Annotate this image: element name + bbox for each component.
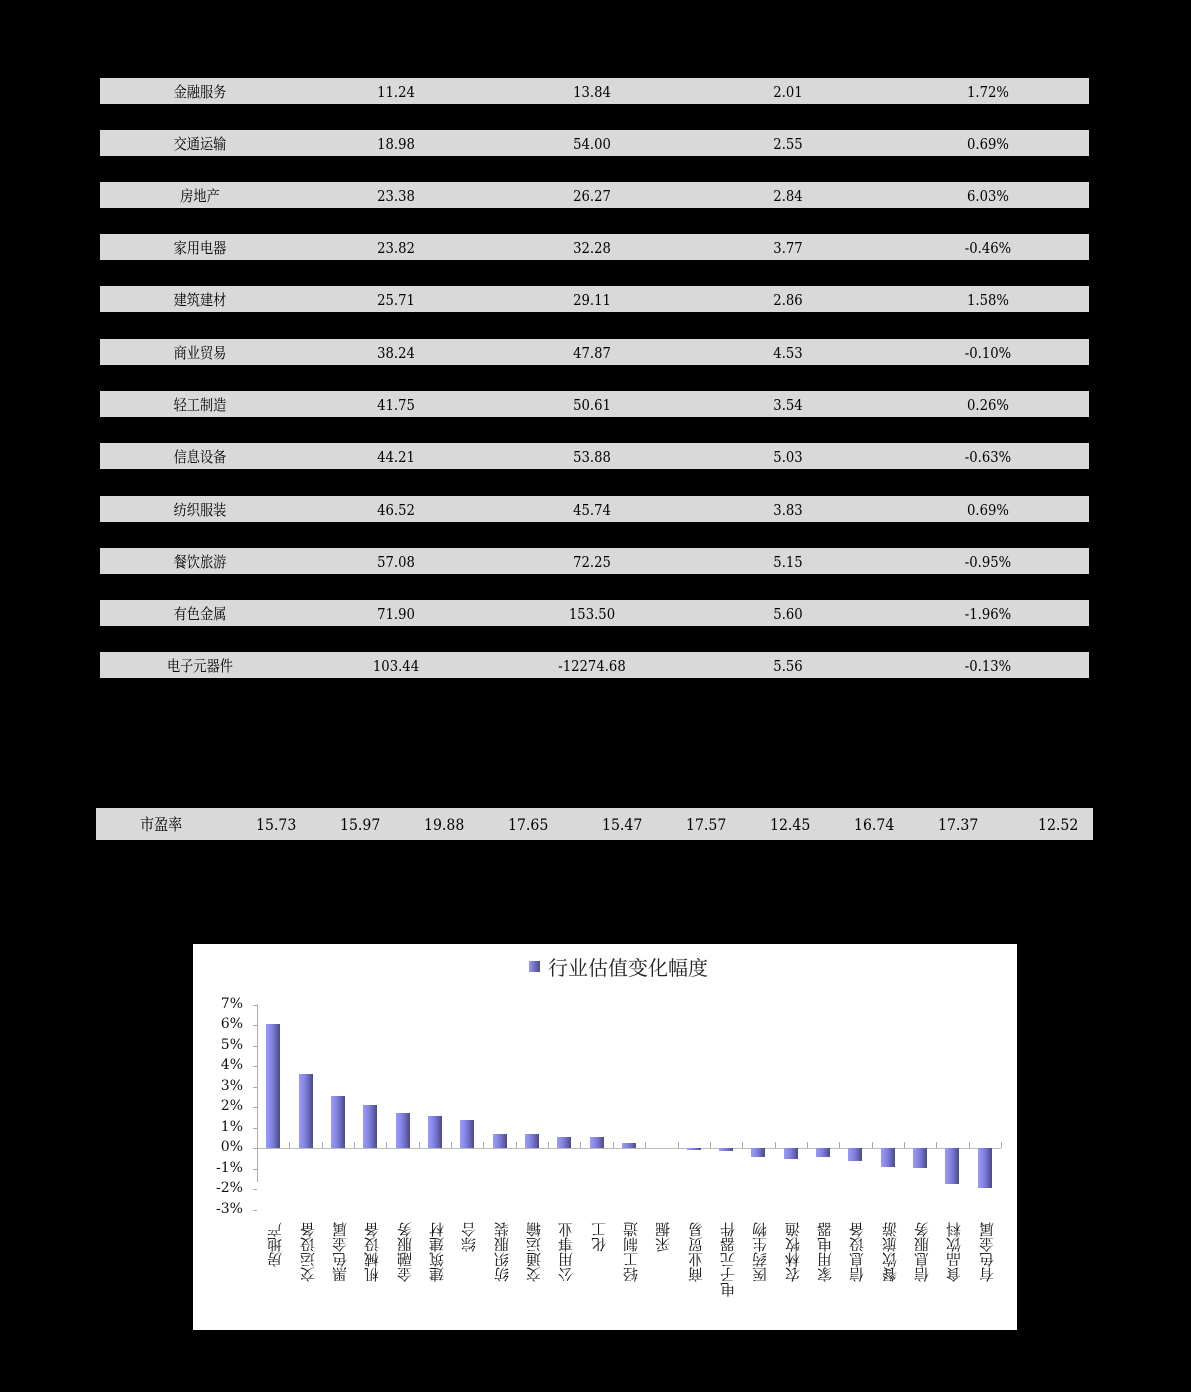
change-value: -0.95% <box>964 553 1012 571</box>
change-value: -0.63% <box>964 448 1012 466</box>
change-value: -1.96% <box>964 605 1012 623</box>
y-tick-label: 0% <box>220 1139 243 1155</box>
metric-value: 54.00 <box>573 135 611 153</box>
metric-value: 32.28 <box>573 239 611 257</box>
y-tick-label: 1% <box>220 1118 243 1135</box>
industry-name: 建筑建材 <box>173 291 227 309</box>
bar <box>978 1148 992 1188</box>
x-tick-mark <box>386 1142 387 1148</box>
metric-value: 2.86 <box>773 291 803 309</box>
bar <box>719 1148 733 1151</box>
metric-value: 103.44 <box>372 657 420 675</box>
x-category-label: 黑色金属 <box>330 1222 349 1282</box>
pe-value: 19.88 <box>424 815 465 834</box>
pe-value: 12.45 <box>770 815 811 834</box>
bar <box>945 1148 959 1184</box>
metric-value: 29.11 <box>573 291 611 309</box>
x-category-label: 房地产 <box>266 1222 285 1267</box>
change-value: 0.69% <box>967 501 1009 519</box>
bar <box>913 1148 927 1168</box>
metric-value: 44.21 <box>377 448 415 466</box>
industry-name: 餐饮旅游 <box>173 553 227 571</box>
bar <box>881 1148 895 1167</box>
x-tick-mark <box>645 1142 646 1148</box>
table-row <box>100 652 1089 678</box>
y-tick-mark <box>253 1189 257 1190</box>
y-tick-label: -3% <box>216 1200 243 1217</box>
metric-value: 57.08 <box>377 553 415 571</box>
industry-name: 电子元器件 <box>166 657 233 675</box>
metric-value: 23.38 <box>377 187 415 205</box>
metric-value: 23.82 <box>377 239 415 257</box>
y-tick-mark <box>253 1025 257 1026</box>
x-category-label: 纺织服装 <box>492 1222 511 1282</box>
change-value: 0.26% <box>967 396 1009 414</box>
x-tick-mark <box>1001 1142 1002 1148</box>
x-tick-mark <box>678 1142 679 1148</box>
x-category-label: 商业贸易 <box>686 1222 705 1282</box>
bar <box>396 1113 410 1148</box>
metric-value: 47.87 <box>573 344 611 362</box>
metric-value: 25.71 <box>377 291 415 309</box>
metric-value: 11.24 <box>377 83 415 101</box>
bar <box>848 1148 862 1161</box>
bar <box>816 1148 830 1157</box>
x-category-label: 餐饮旅游 <box>880 1222 899 1282</box>
bar <box>784 1148 798 1159</box>
x-tick-mark <box>807 1142 808 1148</box>
y-tick-mark <box>253 1046 257 1047</box>
y-tick-label: 4% <box>220 1057 243 1073</box>
x-tick-mark <box>710 1142 711 1148</box>
table-row <box>100 391 1089 417</box>
pe-value: 12.52 <box>1038 815 1079 834</box>
x-category-label: 轻工制造 <box>622 1222 640 1282</box>
metric-value: 5.15 <box>773 553 803 571</box>
change-value: 0.69% <box>967 135 1009 153</box>
x-tick-mark <box>419 1142 420 1148</box>
bar <box>751 1148 765 1157</box>
metric-value: 72.25 <box>573 553 611 571</box>
metric-value: 38.24 <box>377 344 415 362</box>
metric-value: 2.01 <box>773 83 803 101</box>
metric-value: -12274.68 <box>558 657 626 675</box>
table-row <box>100 443 1089 469</box>
x-category-label: 金融服务 <box>395 1222 414 1282</box>
x-tick-mark <box>322 1142 323 1148</box>
chart-legend <box>529 952 708 981</box>
table-row <box>100 339 1089 365</box>
metric-value: 4.53 <box>773 344 803 362</box>
y-tick-label: 7% <box>220 995 243 1012</box>
metric-value: 50.61 <box>573 396 611 414</box>
y-tick-mark <box>253 1107 257 1108</box>
metric-value: 3.77 <box>773 239 803 257</box>
y-axis <box>257 1004 258 1182</box>
table-row <box>100 496 1089 522</box>
x-tick-mark <box>613 1142 614 1148</box>
x-tick-mark <box>548 1142 549 1148</box>
pe-value: 15.47 <box>602 815 643 834</box>
x-category-label: 信息服务 <box>913 1222 932 1282</box>
y-tick-label: 3% <box>220 1077 243 1094</box>
x-tick-mark <box>904 1142 905 1148</box>
x-category-label: 采掘 <box>654 1222 673 1252</box>
change-value: -0.13% <box>964 657 1012 675</box>
pe-value: 17.65 <box>508 815 549 834</box>
pe-value: 15.97 <box>340 815 381 834</box>
y-tick-mark <box>253 1128 257 1129</box>
x-tick-mark <box>289 1142 290 1148</box>
y-tick-mark <box>253 1148 257 1149</box>
x-tick-mark <box>354 1142 355 1148</box>
bar <box>622 1143 636 1148</box>
metric-value: 46.52 <box>377 501 415 519</box>
x-category-label: 机械设备 <box>363 1222 382 1282</box>
metric-value: 13.84 <box>573 83 611 101</box>
bar <box>428 1116 442 1148</box>
industry-name: 房地产 <box>180 187 220 205</box>
x-category-label: 信息设备 <box>848 1222 867 1282</box>
x-category-label: 食品饮料 <box>945 1222 964 1282</box>
x-category-label: 化工 <box>589 1222 608 1252</box>
metric-value: 18.98 <box>377 135 415 153</box>
pe-value: 17.57 <box>686 815 727 834</box>
bar <box>460 1120 474 1148</box>
change-value: 6.03% <box>967 187 1009 205</box>
x-category-label: 农林牧渔 <box>783 1222 802 1282</box>
industry-name: 纺织服装 <box>173 501 227 519</box>
pe-value: 17.37 <box>938 815 979 834</box>
pe-value: 16.74 <box>854 815 895 834</box>
x-category-label: 有色金属 <box>977 1222 996 1282</box>
x-tick-mark <box>775 1142 776 1148</box>
bar <box>525 1134 539 1148</box>
industry-name: 轻工制造 <box>173 396 227 414</box>
bar <box>557 1137 571 1148</box>
x-category-label: 交运设备 <box>298 1222 317 1282</box>
x-category-label: 家用电器 <box>816 1222 835 1282</box>
x-category-label: 电子元器件 <box>719 1222 738 1297</box>
x-tick-mark <box>483 1142 484 1148</box>
x-tick-mark <box>451 1142 452 1148</box>
change-value: -0.10% <box>964 344 1012 362</box>
y-tick-mark <box>253 1169 257 1170</box>
y-tick-mark <box>253 1005 257 1006</box>
bar <box>331 1096 345 1148</box>
industry-name: 商业贸易 <box>173 344 227 362</box>
bar <box>266 1024 280 1148</box>
y-tick-label: -1% <box>216 1159 243 1176</box>
x-tick-mark <box>580 1142 581 1148</box>
metric-value: 2.84 <box>773 187 803 205</box>
change-value: -0.46% <box>964 239 1012 257</box>
metric-value: 5.60 <box>773 605 803 623</box>
metric-value: 5.03 <box>773 448 803 466</box>
bar <box>493 1134 507 1148</box>
table-row <box>100 600 1089 626</box>
metric-value: 45.74 <box>573 501 611 519</box>
industry-name: 交通运输 <box>173 135 227 153</box>
table-row <box>100 78 1089 104</box>
y-tick-label: 6% <box>220 1016 243 1032</box>
metric-value: 71.90 <box>377 605 415 623</box>
y-tick-mark <box>253 1066 257 1067</box>
y-tick-mark <box>253 1210 257 1211</box>
y-tick-mark <box>253 1087 257 1088</box>
industry-valuation-change-chart <box>193 944 1017 1330</box>
x-tick-mark <box>936 1142 937 1148</box>
table-row <box>100 286 1089 312</box>
change-value: 1.72% <box>967 83 1009 101</box>
metric-value: 41.75 <box>377 396 415 414</box>
pe-ratio-row <box>96 808 1093 840</box>
bar <box>299 1074 313 1148</box>
pe-value: 15.73 <box>256 815 297 834</box>
bar <box>687 1148 701 1150</box>
legend-swatch-icon <box>529 961 540 972</box>
x-tick-mark <box>969 1142 970 1148</box>
table-row <box>100 234 1089 260</box>
metric-value: 2.55 <box>773 135 803 153</box>
x-tick-mark <box>516 1142 517 1148</box>
metric-value: 3.54 <box>773 396 803 414</box>
y-tick-label: 5% <box>220 1036 243 1053</box>
y-tick-label: 2% <box>220 1098 243 1114</box>
metric-value: 53.88 <box>573 448 611 466</box>
x-category-label: 公用事业 <box>557 1222 576 1282</box>
x-tick-mark <box>839 1142 840 1148</box>
metric-value: 26.27 <box>573 187 611 205</box>
y-tick-label: -2% <box>216 1180 243 1196</box>
pe-label: 市盈率 <box>140 815 183 834</box>
x-category-label: 交通运输 <box>524 1222 543 1282</box>
industry-name: 家用电器 <box>173 239 227 257</box>
industry-name: 有色金属 <box>173 605 227 623</box>
metric-value: 3.83 <box>773 501 803 519</box>
bar <box>590 1137 604 1148</box>
change-value: 1.58% <box>967 291 1009 309</box>
industry-name: 信息设备 <box>173 448 227 466</box>
table-row <box>100 130 1089 156</box>
table-row <box>100 548 1089 574</box>
bar <box>363 1105 377 1148</box>
x-category-label: 建筑建材 <box>427 1222 446 1282</box>
industry-name: 金融服务 <box>173 83 227 101</box>
x-category-label: 综合 <box>460 1222 479 1252</box>
legend-label: 行业估值变化幅度 <box>548 956 708 980</box>
x-category-label: 医药生物 <box>751 1222 770 1282</box>
table-row <box>100 182 1089 208</box>
metric-value: 5.56 <box>773 657 803 675</box>
x-tick-mark <box>742 1142 743 1148</box>
x-tick-mark <box>872 1142 873 1148</box>
metric-value: 153.50 <box>568 605 616 623</box>
